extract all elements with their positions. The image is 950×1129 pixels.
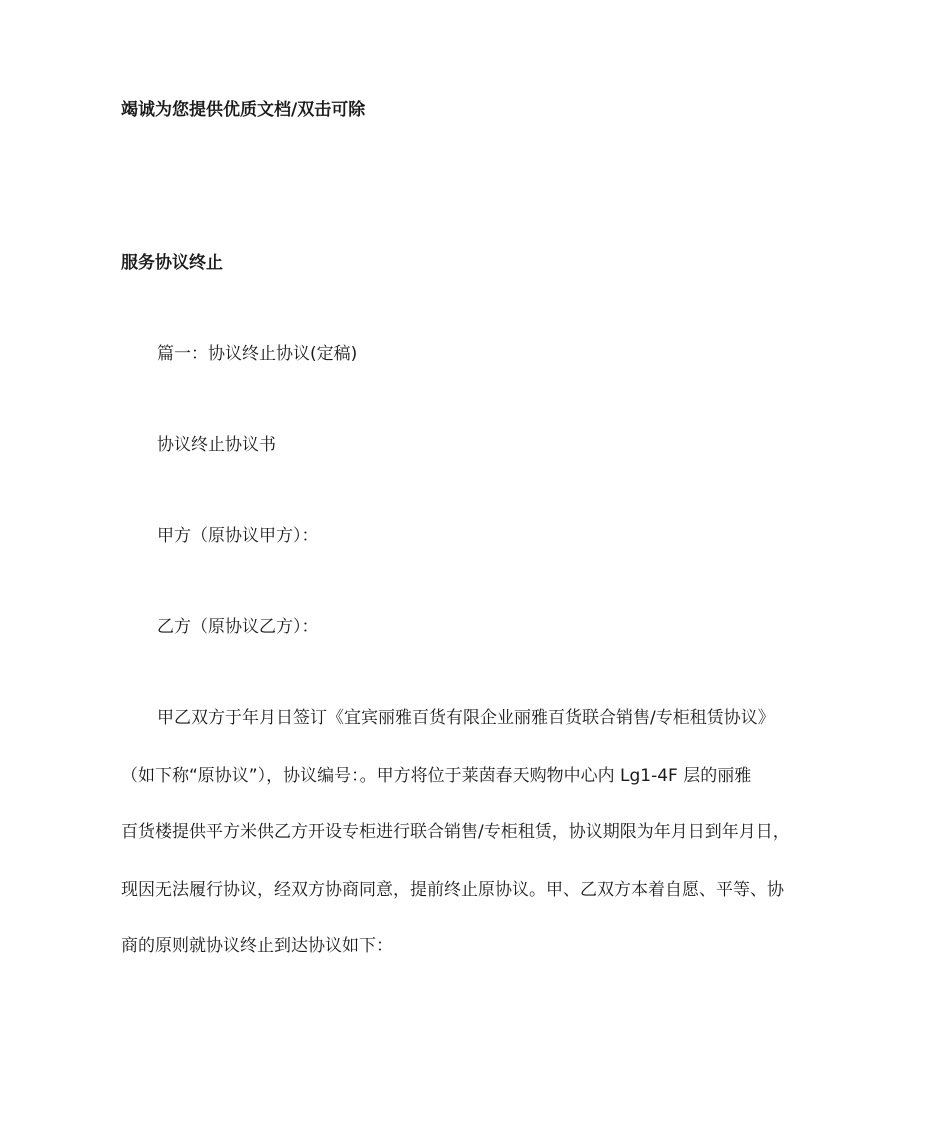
party-a-line: 甲方（原协议甲方）： (157, 526, 319, 546)
header-note: 竭诚为您提供优质文档/双击可除 (121, 100, 366, 120)
body-paragraph-line: 甲乙双方于年月日签订《宜宾丽雅百货有限企业丽雅百货联合销售/专柜租赁协议》 (157, 708, 775, 728)
body-paragraph-line: 现因无法履行协议，经双方协商同意，提前终止原协议。甲、乙双方本着自愿、平等、协 (121, 880, 784, 900)
section-heading: 篇一：协议终止协议(定稿) (157, 344, 358, 364)
agreement-title: 协议终止协议书 (157, 435, 276, 455)
body-paragraph-line: （如下称“原协议”），协议编号：。甲方将位于莱茵春天购物中心内 Lg1-4F 层的丽雅 (121, 766, 752, 786)
party-b-line: 乙方（原协议乙方）： (157, 617, 319, 637)
body-paragraph-line: 商的原则就协议终止到达协议如下： (121, 936, 393, 956)
document-title: 服务协议终止 (121, 253, 223, 273)
body-paragraph-line: 百货楼提供平方米供乙方开设专柜进行联合销售/专柜租赁，协议期限为年月日到年月日， (121, 822, 790, 842)
